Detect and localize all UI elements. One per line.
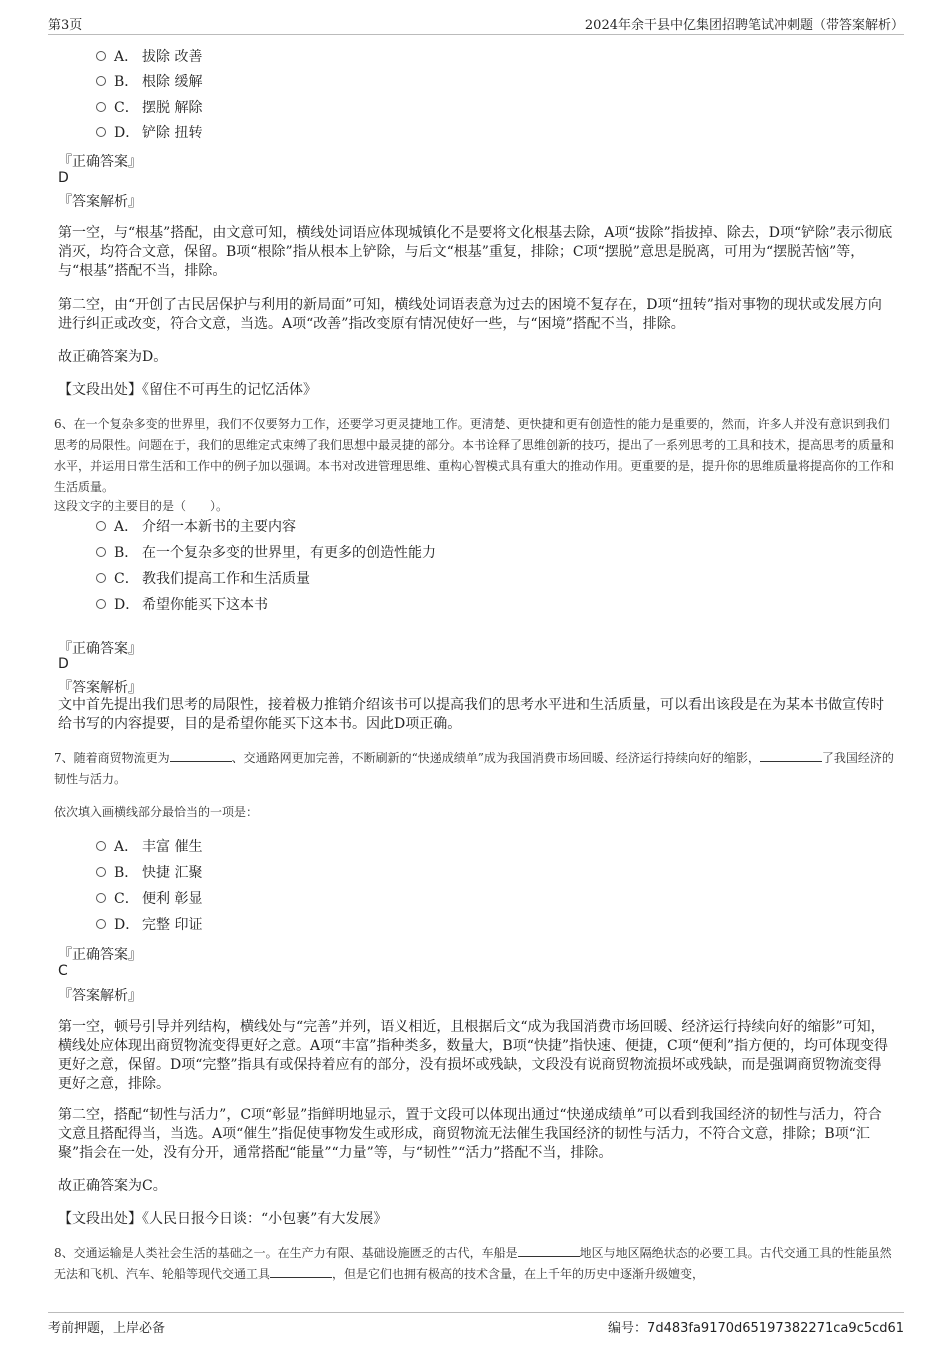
q7-analysis-label: 『答案解析』 (58, 988, 142, 1004)
fill-blank (270, 1265, 332, 1278)
footer-slogan: 考前押题，上岸必备 (48, 1321, 166, 1336)
q6-question: 这段文字的主要目的是（ ）。 (54, 499, 229, 513)
q7-option-a[interactable]: A． 丰富 催生 (96, 837, 202, 857)
q5-option-d[interactable]: D． 铲除 扭转 (96, 123, 202, 143)
q7-analysis-p3: 故正确答案为C。 (58, 1178, 167, 1194)
q6-answer: D (58, 656, 69, 672)
q7-stem: 7、随着商贸物流更为 、交通路网更加完善，不断刷新的“快递成绩单”成为我国消费市场回暖、经济运行持续向好的缩影， 了我国经济的韧性与活力。 (54, 751, 894, 786)
q6-option-c[interactable]: C． 教我们提高工作和生活质量 (96, 569, 310, 589)
radio-icon[interactable] (96, 102, 106, 112)
radio-icon[interactable] (96, 547, 106, 557)
q5-source: 【文段出处】《留住不可再生的记忆活体》 (58, 382, 317, 398)
q6-answer-label: 『正确答案』 (58, 641, 142, 657)
q5-analysis-p1: 第一空，与“根基”搭配，由文意可知，横线处词语应体现城镇化不是要将文化根基去除，A项“拔除”指拔掉、除去，D项“铲除”表示彻底消灭，均符合文意，保留。B项“根除”指从根本上铲除，与后文“根基”重复，排除；C项“摆脱”意思是脱离，可用为“摆脱苦恼”等，与“根基”搭配不当，排除。 (58, 225, 893, 279)
page-header (48, 14, 904, 35)
radio-icon[interactable] (96, 867, 106, 877)
q7-answer: C (58, 963, 68, 979)
q7-analysis-p1: 第一空，顿号引导并列结构，横线处与“完善”并列，语义相近，且根据后文“成为我国消费市场回暖、经济运行持续向好的缩影”可知，横线处应体现出商贸物流变得更好之意。A项“丰富”指种类多，数量大，B项“快捷”指快速、便捷，C项“便利”指方便的，均可体现变得更好之意，保留。D项“完整”指具有或保持着应有的部分，没有损坏或残缺，文段没有说商贸物流损坏或残缺，而是强调商贸物流变得更好之意，排除。 (58, 1019, 889, 1092)
q5-option-a[interactable]: A． 拔除 改善 (96, 47, 202, 67)
q5-analysis-label: 『答案解析』 (58, 194, 142, 210)
radio-icon[interactable] (96, 599, 106, 609)
q6-option-a[interactable]: A． 介绍一本新书的主要内容 (96, 517, 296, 537)
q6-option-d[interactable]: D． 希望你能买下这本书 (96, 595, 268, 615)
q7-analysis-p2: 第二空，搭配“韧性与活力”，C项“彰显”指鲜明地显示，置于文段可以体现出通过“快递成绩单”可以看到我国经济的韧性与活力，符合文意且搭配得当，当选。A项“催生”指促使事物发生或形成，商贸物流无法催生我国经济的韧性与活力，不符合文意，排除；B项“汇聚”指会在一处，没有分开，通常搭配“能量”“力量”等，与“韧性”“活力”搭配不当，排除。 (58, 1107, 882, 1161)
fill-blank (170, 749, 232, 762)
radio-icon[interactable] (96, 521, 106, 531)
q7-answer-label: 『正确答案』 (58, 947, 142, 963)
radio-icon[interactable] (96, 573, 106, 583)
q7-option-b[interactable]: B． 快捷 汇聚 (96, 863, 202, 883)
q7-question: 依次填入画横线部分最恰当的一项是： (54, 805, 259, 819)
q6-option-b[interactable]: B． 在一个复杂多变的世界里，有更多的创造性能力 (96, 543, 436, 563)
q6-stem: 6、在一个复杂多变的世界里，我们不仅要努力工作，还要学习更灵捷地工作。更清楚、更快捷和更有创造性的能力是重要的，然而，许多人并没有意识到我们思考的局限性。问题在于，我们的思维定式束缚了我们思想中最灵捷的部分。本书诠释了思维创新的技巧，提出了一系列思考的工具和技术，提高思考的质量和水平，并运用日常生活和工作中的例子加以强调。本书对改进管理思维、重构心智模式具有重大的推动作用。更重要的是，提升你的思维质量将提高你的工作和生活质量。 (54, 417, 895, 494)
radio-icon[interactable] (96, 919, 106, 929)
page-footer (48, 1312, 904, 1338)
q5-answer: D (58, 170, 69, 186)
q5-analysis-p3: 故正确答案为D。 (58, 349, 168, 365)
q7-option-d[interactable]: D． 完整 印证 (96, 915, 202, 935)
radio-icon[interactable] (96, 841, 106, 851)
q7-source: 【文段出处】《人民日报今日谈：“小包裹”有大发展》 (58, 1211, 388, 1227)
radio-icon[interactable] (96, 76, 106, 86)
radio-icon[interactable] (96, 51, 106, 61)
q8-stem: 8、交通运输是人类社会生活的基础之一。在生产力有限、基础设施匮乏的古代，车船是 地区与地区隔绝状态的必要工具。古代交通工具的性能虽然无法和飞机、汽车、轮船等现代交通工具 ，但是它们也拥有极高的技术含量，在上千年的历史中逐渐升级嬗变， (54, 1246, 892, 1281)
q6-analysis-label: 『答案解析』 (58, 680, 142, 696)
q5-answer-label: 『正确答案』 (58, 154, 142, 170)
q7-option-c[interactable]: C． 便利 彰显 (96, 889, 202, 909)
q5-option-b[interactable]: B． 根除 缓解 (96, 72, 202, 92)
fill-blank (518, 1244, 580, 1257)
radio-icon[interactable] (96, 127, 106, 137)
document-title: 2024年余干县中亿集团招聘笔试冲刺题（带答案解析） (584, 18, 904, 33)
q6-analysis-p1: 文中首先提出我们思考的局限性，接着极力推销介绍该书可以提高我们的思考水平进和生活质量，可以看出该段是在为某本书做宣传时给书写的内容提要，目的是希望你能买下这本书。因此D项正确。 (58, 697, 884, 732)
fill-blank (760, 749, 822, 762)
q5-analysis-p2: 第二空，由“开创了古民居保护与利用的新局面”可知，横线处词语表意为过去的困境不复存在，D项“扭转”指对事物的现状或发展方向进行纠正或改变，符合文意，当选。A项“改善”指改变原有情况使好一些，与“困境”搭配不当，排除。 (58, 297, 882, 332)
document-id: 编号：7d483fa9170d65197382271ca9c5cd61 (608, 1321, 904, 1336)
q5-option-c[interactable]: C． 摆脱 解除 (96, 98, 202, 118)
radio-icon[interactable] (96, 893, 106, 903)
page-number: 第3页 (48, 18, 83, 33)
